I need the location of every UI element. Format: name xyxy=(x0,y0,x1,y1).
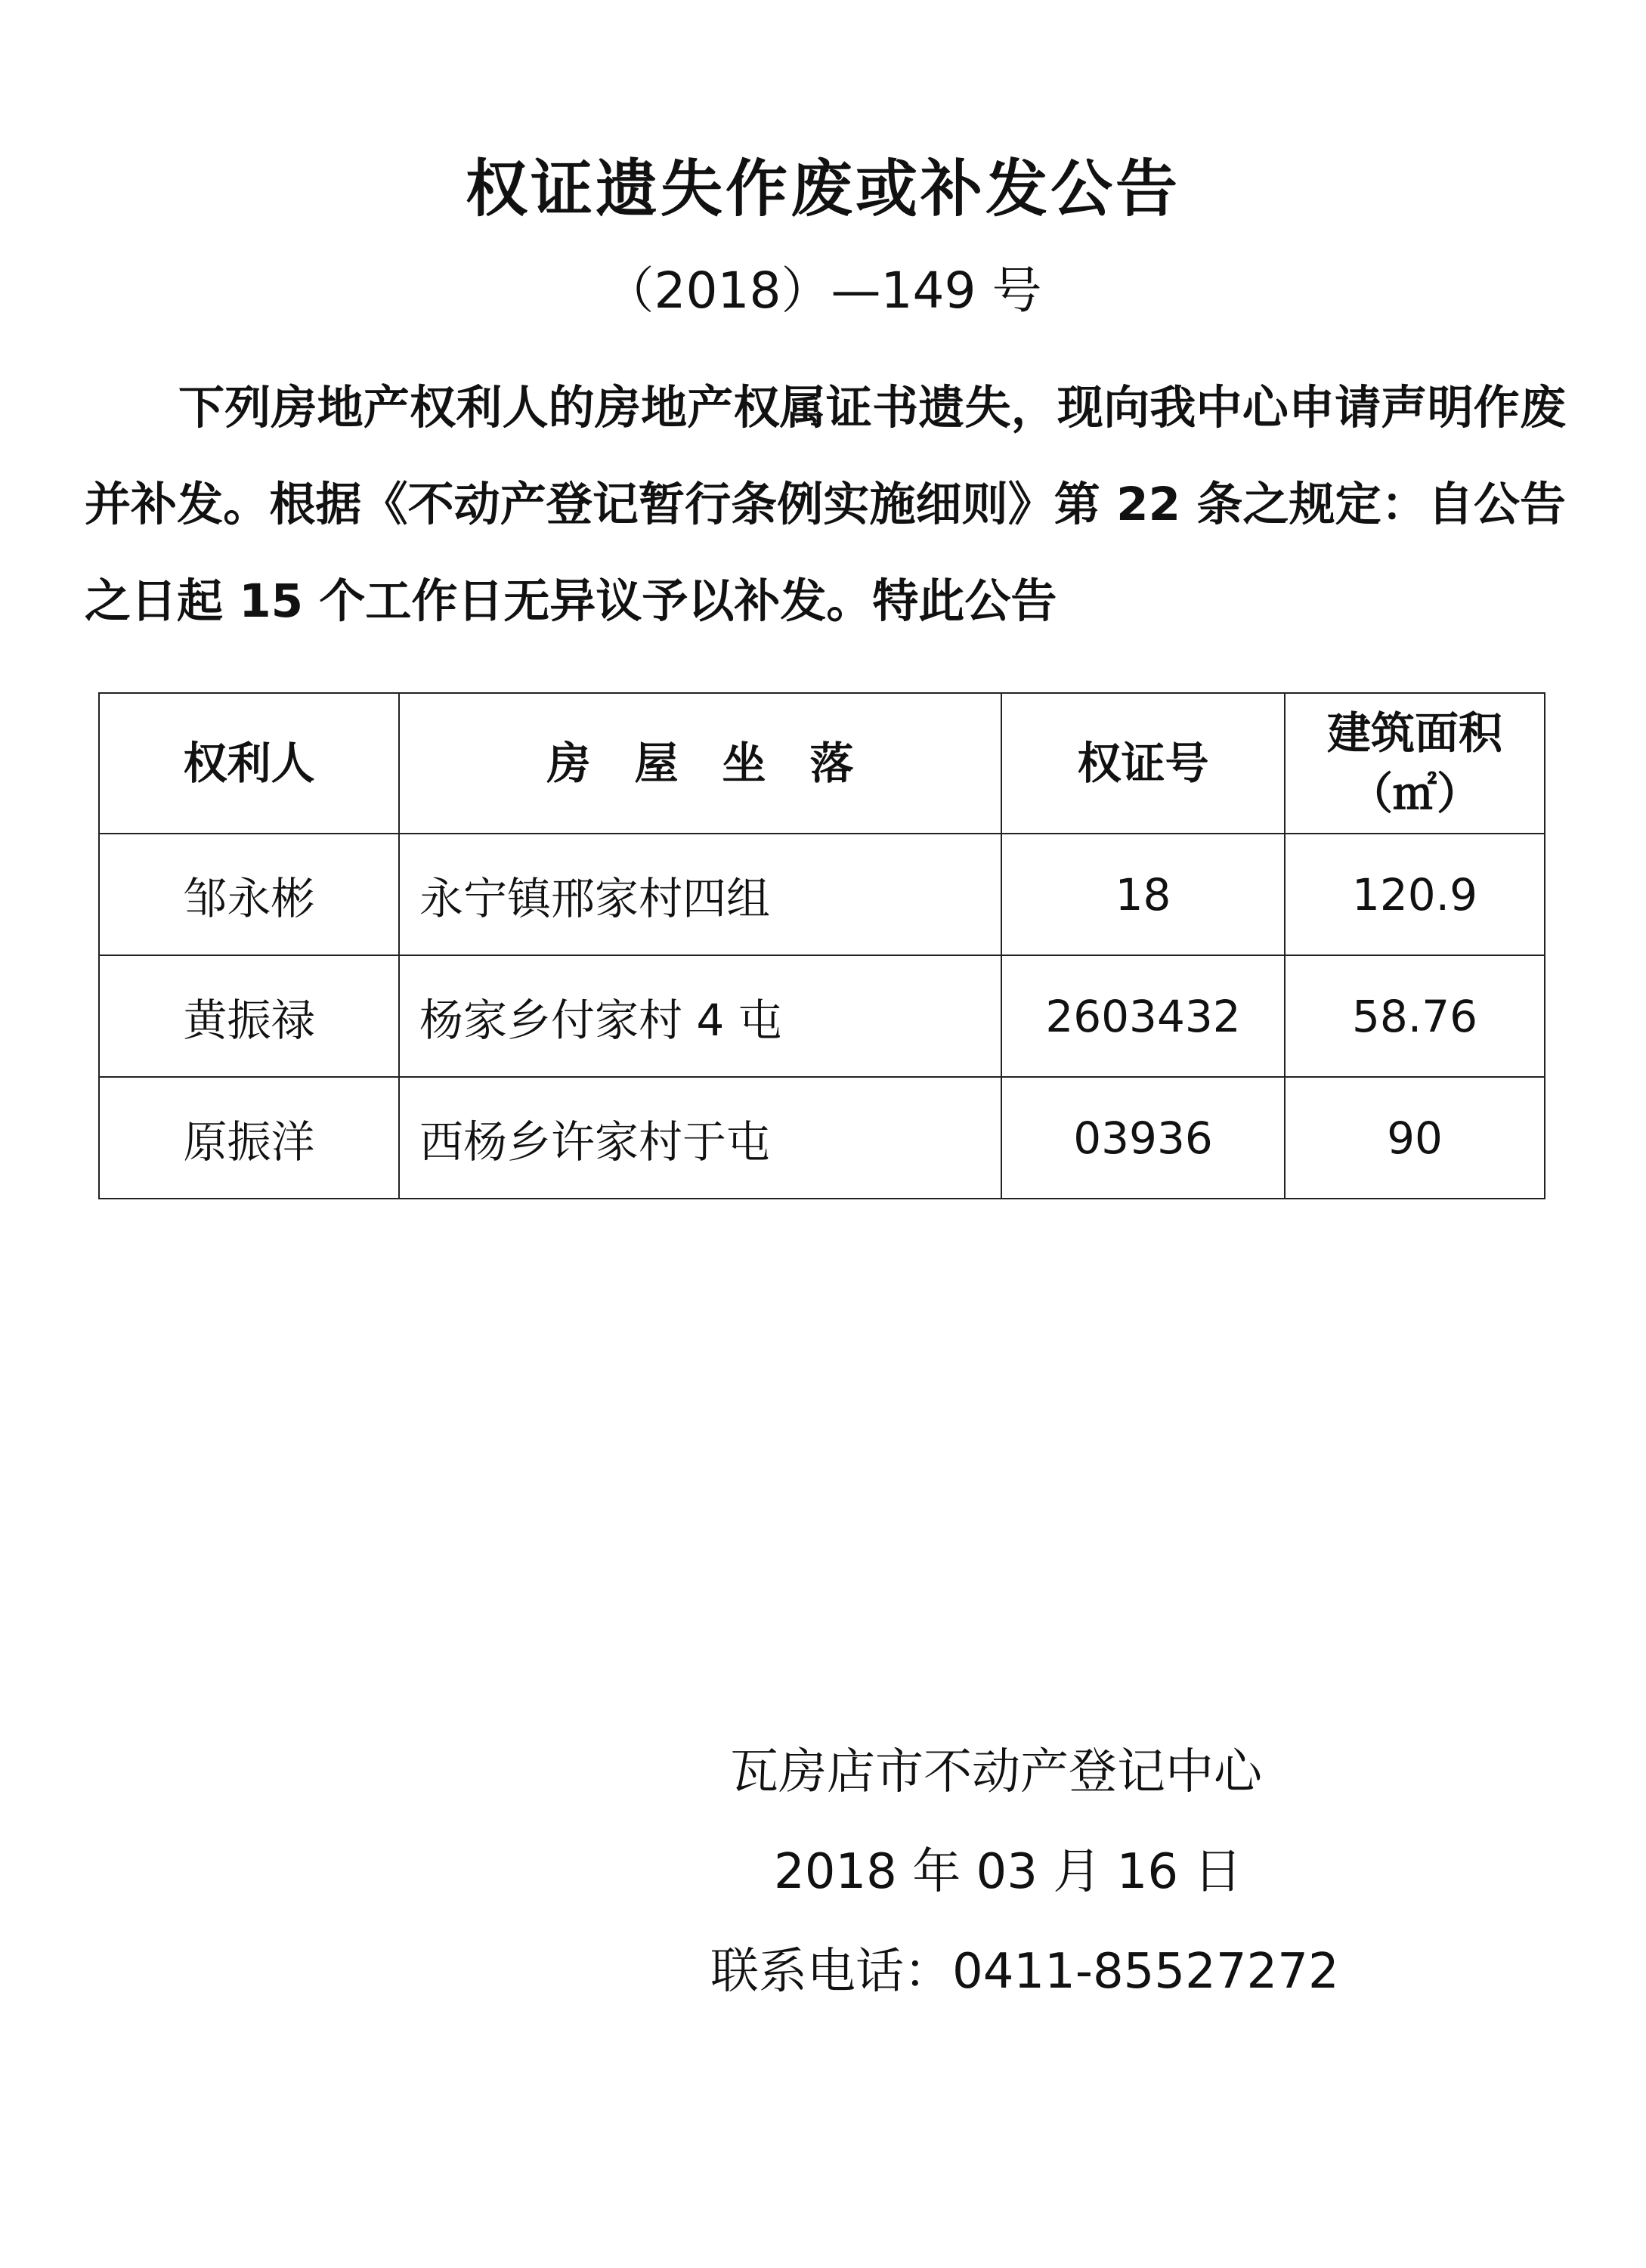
cell-location: 永宁镇邢家村四组 xyxy=(399,834,1001,955)
issuer-name: 瓦房店市不动产登记中心 xyxy=(730,1744,1262,1800)
cell-cert-no: 2603432 xyxy=(1001,955,1285,1077)
header-area-unit: （㎡） xyxy=(1348,768,1480,819)
header-location: 房 屋 坐 落 xyxy=(399,693,1001,834)
cell-owner: 原振洋 xyxy=(99,1077,399,1199)
header-area xyxy=(1285,693,1545,834)
cell-cert-no: 18 xyxy=(1001,834,1285,955)
cell-area: 90 xyxy=(1285,1077,1545,1199)
cell-area: 58.76 xyxy=(1285,955,1545,1077)
cell-owner: 黄振禄 xyxy=(99,955,399,1077)
cell-owner: 邹永彬 xyxy=(99,834,399,955)
header-cert-no: 权证号 xyxy=(1001,693,1285,834)
issue-date: 2018 年 03 月 16 日 xyxy=(774,1844,1242,1900)
cell-location: 西杨乡许家村于屯 xyxy=(399,1077,1001,1199)
cell-location: 杨家乡付家村 4 屯 xyxy=(399,955,1001,1077)
contact-phone: 联系电话：0411-85527272 xyxy=(710,1944,1339,2000)
table-header-row xyxy=(99,693,1545,834)
certificate-table xyxy=(98,692,1545,1199)
table-row xyxy=(99,955,1545,1077)
header-owner: 权利人 xyxy=(99,693,399,834)
header-area-label: 建筑面积 xyxy=(1326,707,1502,759)
table-row xyxy=(99,834,1545,955)
notice-number: （2018）—149 号 xyxy=(604,261,1042,320)
cell-cert-no: 03936 xyxy=(1001,1077,1285,1199)
notice-body: 下列房地产权利人的房地产权属证书遗失，现向我中心申请声明作废并补发。根据《不动产登记暂行条例实施细则》第 22 条之规定：自公告之日起 15 个工作日无异议予以补发。特此公告 xyxy=(85,381,1566,628)
cell-area: 120.9 xyxy=(1285,834,1545,955)
table-row xyxy=(99,1077,1545,1199)
certificate-table-container xyxy=(98,692,1544,1199)
notice-title: 权证遗失作废或补发公告 xyxy=(465,153,1180,225)
